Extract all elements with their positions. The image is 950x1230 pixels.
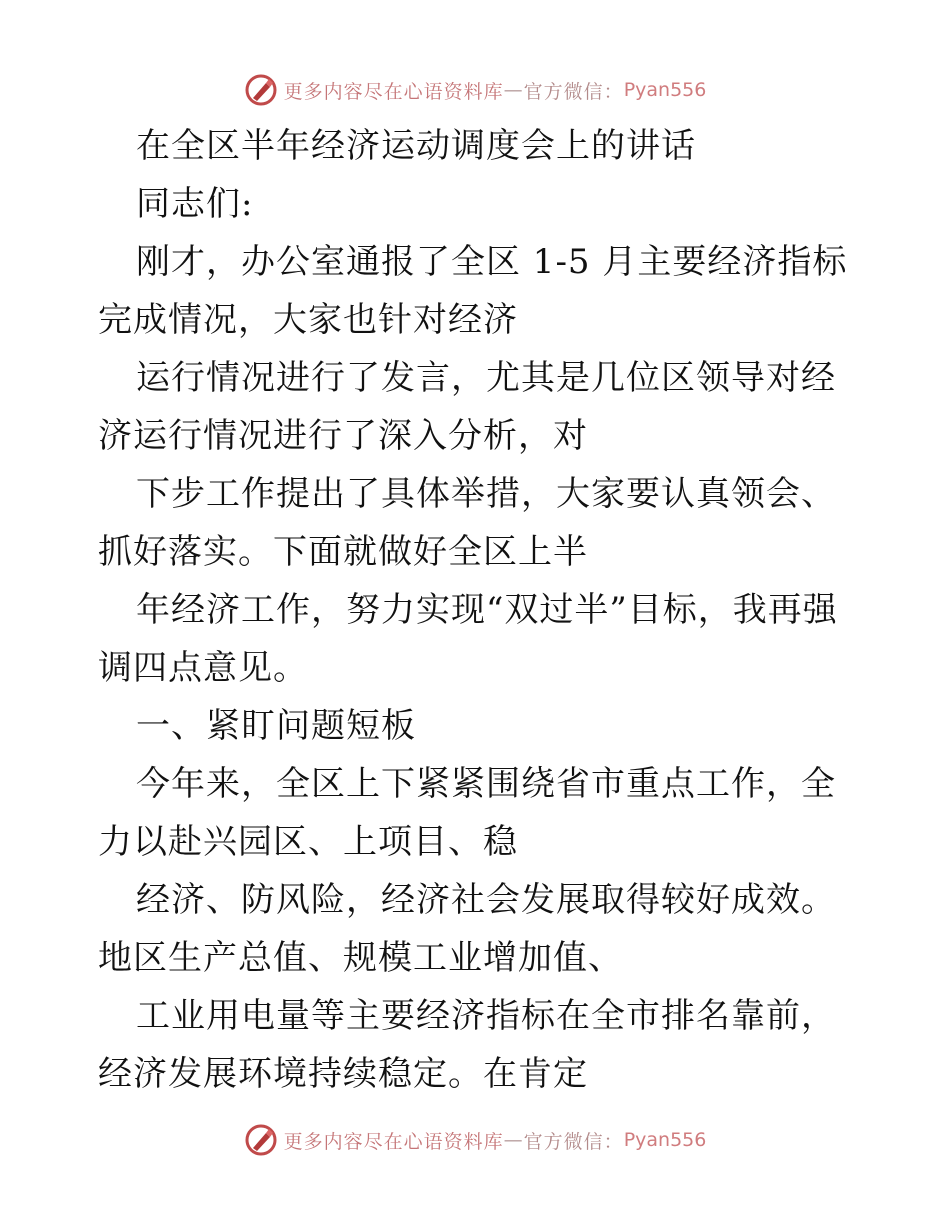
watermark-header	[0, 70, 950, 110]
paragraph: 经济、防风险，经济社会发展取得较好成效。地区生产总值、规模工业增加值、	[98, 880, 836, 978]
doc-title: 在全区半年经济运动调度会上的讲话	[136, 126, 696, 166]
paragraph: 运行情况进行了发言，尤其是几位区领导对经济运行情况进行了深入分析，对	[98, 358, 836, 456]
watermark-wechat-label: 官方微信：	[523, 80, 624, 103]
paragraph: 年经济工作，努力实现“双过半”目标，我再强调四点意见。	[98, 590, 838, 688]
watermark-wechat-id: Pyan556	[623, 79, 707, 101]
paragraph: 工业用电量等主要经济指标在全市排名靠前，经济发展环境持续稳定。在肯定	[98, 996, 836, 1094]
pen-logo-icon	[244, 1123, 278, 1157]
paragraph: 刚才，办公室通报了全区 1-5 月主要经济指标完成情况，大家也针对经济	[98, 242, 848, 340]
watermark-text: 更多内容尽在心语资料库	[283, 80, 504, 103]
watermark-dash: —	[503, 1129, 524, 1151]
watermark-wechat-label: 官方微信：	[523, 1130, 624, 1153]
watermark-footer	[0, 1120, 950, 1160]
paragraph: 下步工作提出了具体举措，大家要认真领会、抓好落实。下面就做好全区上半	[98, 474, 836, 572]
watermark-text: 更多内容尽在心语资料库	[283, 1130, 504, 1153]
section-heading: 一、紧盯问题短板	[136, 706, 416, 746]
paragraph: 今年来，全区上下紧紧围绕省市重点工作，全力以赴兴园区、上项目、稳	[98, 764, 836, 862]
watermark-wechat-id: Pyan556	[623, 1129, 707, 1151]
document-body	[98, 117, 858, 1103]
watermark-dash: —	[503, 79, 524, 101]
salutation: 同志们:	[136, 184, 254, 224]
pen-logo-icon	[244, 73, 278, 107]
